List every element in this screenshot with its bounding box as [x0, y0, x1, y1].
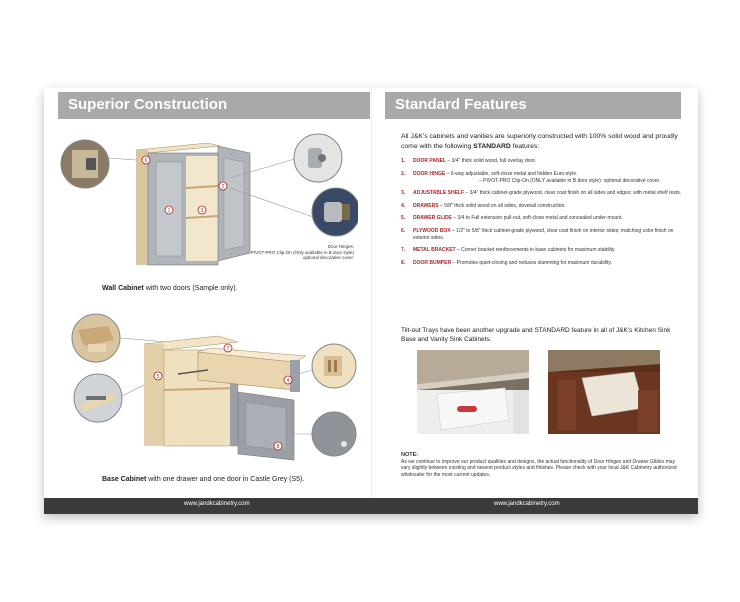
feature-title: PLYWOOD BOX [413, 227, 451, 234]
feature-title: DRAWER GLIDE [413, 215, 452, 221]
feature-desc: – 1/2" to 5/8" thick cabinet-grade plywood, clear coat finish on interior sides; matching color finish on exterior sides. [413, 227, 674, 241]
note-drawer-glides: Drawer Glides [632, 458, 665, 465]
feature-number: 8. [401, 259, 406, 266]
feature-title: METAL BRACKET [413, 247, 456, 253]
base-cabinet-caption [102, 476, 304, 483]
feature-desc: – 3/4" thick cabinet-grade plywood, clear coat finish on all sides and edges; with metal shelf rests. [464, 190, 682, 196]
tilt-out-tray-photo-wood [548, 350, 660, 434]
feature-title: ADJUSTABLE SHELF [413, 190, 465, 196]
hinge-callout [224, 244, 354, 261]
note-block [401, 452, 683, 478]
base-cabinet-caption-bold: Base Cabinet [102, 476, 147, 483]
right-footer-url[interactable]: www.jandkcabinetry.com [494, 501, 560, 507]
feature-item [401, 228, 686, 242]
intro-paragraph [401, 132, 681, 151]
page-divider [371, 88, 372, 498]
note-text: As we continue to improve our product qualities and designs, the actual functionality of [401, 458, 594, 465]
feature-item [401, 171, 686, 185]
feature-number: 3. [401, 190, 406, 196]
brochure-spread [44, 88, 698, 514]
base-badge-4: 4 [286, 378, 290, 384]
feature-item [401, 247, 686, 254]
feature-item [401, 260, 686, 267]
tilt-out-trays-text: Tilt-out Trays have been another upgrade and STANDARD feature in all of J&K's Kitchen Sink Base and Vanity Sink Cabinets. [401, 327, 671, 343]
feature-desc: – Promotes quiet-closing and reduces slamming for maximum durability. [451, 259, 612, 266]
footer-bar [44, 498, 698, 514]
base-badge-7: 7 [226, 346, 230, 352]
feature-item [401, 215, 686, 222]
wall-cabinet-caption-bold: Wall Cabinet [102, 285, 144, 292]
wall-badge-2: 2 [221, 184, 225, 190]
wall-cabinet-caption [102, 285, 238, 292]
note-text-end: may vary slightly between existing and newest product styles and finishes. Please check with your local J&K Cabinetry authorized wholesaler for the most current updates. [401, 458, 677, 478]
feature-list [401, 158, 686, 272]
feature-number: 1. [401, 158, 406, 164]
feature-desc: – 3/4" thick solid wood, full overlay door. [445, 158, 537, 164]
left-footer-url[interactable]: www.jandkcabinetry.com [184, 501, 250, 507]
hinge-callout-cover: optional decorative cover. [302, 255, 354, 260]
wall-cabinet-caption-text: with two doors (Sample only). [143, 285, 238, 292]
hinge-callout-desc: PIVOT-PRO Clip-On (Only available in B door style) [250, 249, 354, 255]
intro-standard: STANDARD [473, 142, 511, 150]
feature-desc: – 5/8" thick solid wood on all sides, dovetail construction. [438, 202, 566, 209]
left-page-header [58, 92, 370, 119]
feature-number: 2. [401, 170, 406, 177]
feature-title: DOOR PANEL [413, 158, 446, 164]
feature-item [401, 158, 686, 165]
feature-number: 5. [401, 215, 406, 221]
tilt-out-tray-photo-white [417, 350, 529, 434]
wall-badge-1: 1 [167, 208, 171, 214]
feature-item [401, 203, 686, 210]
wall-badge-6: 6 [144, 158, 148, 164]
feature-desc-2: – PIVOT-PRO Clip-On (ONLY available in B door style): optional decorative cover. [479, 177, 661, 184]
base-cabinet-caption-text: with one drawer and one door in Castle Grey (S5). [146, 476, 305, 483]
feature-item [401, 190, 686, 197]
note-and: and [621, 458, 633, 465]
base-badge-8: 8 [276, 444, 280, 450]
intro-features: features: [510, 142, 540, 150]
feature-desc: – Corner bracket reinforcements in base cabinets for maximum stability. [455, 247, 616, 253]
left-page-title: Superior Construction [68, 96, 228, 113]
feature-number: 4. [401, 202, 406, 209]
right-page-title: Standard Features [395, 96, 527, 113]
hinge-callout-title: Door Hinges: [327, 244, 354, 249]
right-page-header [385, 92, 681, 119]
wall-badge-3: 3 [200, 208, 204, 214]
feature-desc: – 6-way adjustable, soft-close metal and hidden Euro-style. [445, 170, 578, 177]
note-title: NOTE: [401, 452, 419, 458]
feature-desc: – 3/4 to Full extension pull-out, soft-close metal and concealed under-mount. [451, 215, 623, 221]
feature-number: 6. [401, 227, 406, 234]
intro-text: All J&K's cabinets and vanities are superiorly constructed with 100% solid wood and proudly come with the following [401, 133, 678, 150]
note-door-hinges: Door Hinges [593, 458, 622, 465]
feature-title: DRAWERS [413, 202, 439, 209]
base-badge-5: 5 [156, 374, 160, 380]
feature-number: 7. [401, 247, 406, 253]
feature-title: DOOR BUMPER [413, 259, 452, 266]
feature-title: DOOR HINGE [413, 170, 446, 177]
base-cabinet-illustration [58, 310, 358, 462]
